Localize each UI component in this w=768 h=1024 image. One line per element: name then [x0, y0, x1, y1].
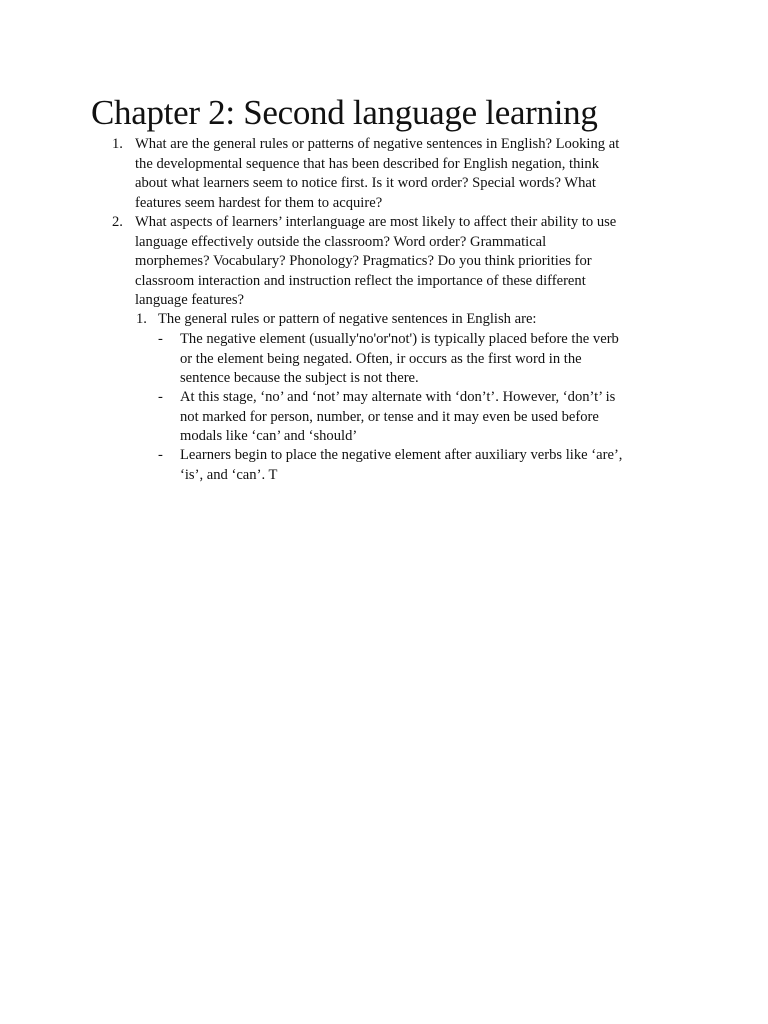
- question-line: the developmental sequence that has been described for English negation, think: [135, 155, 600, 172]
- question-line: morphemes? Vocabulary? Phonology? Pragmatics? Do you think priorities for: [135, 253, 592, 269]
- question-text: [135, 213, 616, 311]
- bullet-marker: -: [158, 389, 163, 405]
- bullet-text: [180, 330, 619, 389]
- bullet-line: or the element being negated. Often, ir occurs as the first word in the: [180, 350, 582, 367]
- question-number: 2.: [112, 214, 123, 230]
- question-line: What aspects of learners’ interlanguage are most likely to affect their ability to use: [135, 214, 617, 230]
- bullet-text: [180, 446, 622, 485]
- bullet-line: The negative element (usually'no'or'not') is typically placed before the verb: [180, 331, 619, 347]
- question-line: about what learners seem to notice first. Is it word order? Special words? What: [135, 175, 596, 191]
- question-line: language features?: [135, 292, 244, 308]
- question-line: classroom interaction and instruction reflect the importance of these different: [135, 272, 586, 289]
- bullet-marker: -: [158, 447, 163, 463]
- bullet-line: sentence because the subject is not there.: [180, 370, 419, 386]
- question-line: What are the general rules or patterns of negative sentences in English? Looking at: [135, 136, 620, 152]
- document-title: Chapter 2: Second language learning: [91, 93, 598, 132]
- bullet-line: Learners begin to place the negative element after auxiliary verbs like ‘are’,: [180, 447, 623, 463]
- answer-number: 1.: [136, 311, 147, 327]
- question-text: [135, 135, 619, 213]
- question-line: features seem hardest for them to acquire?: [135, 194, 383, 211]
- bullet-line: ‘is’, and ‘can’. T: [180, 466, 278, 483]
- question-number: 1.: [112, 136, 123, 152]
- bullet-line: not marked for person, number, or tense and it may even be used before: [180, 408, 599, 425]
- question-line: language effectively outside the classroom? Word order? Grammatical: [135, 233, 547, 250]
- bullet-line: modals like ‘can’ and ‘should’: [180, 428, 358, 444]
- bullet-marker: -: [158, 331, 163, 347]
- bullet-text: [180, 388, 615, 447]
- bullet-line: At this stage, ‘no’ and ‘not’ may alternate with ‘don’t’. However, ‘don’t’ is: [180, 389, 616, 405]
- answer-text: The general rules or pattern of negative sentences in English are:: [158, 311, 537, 327]
